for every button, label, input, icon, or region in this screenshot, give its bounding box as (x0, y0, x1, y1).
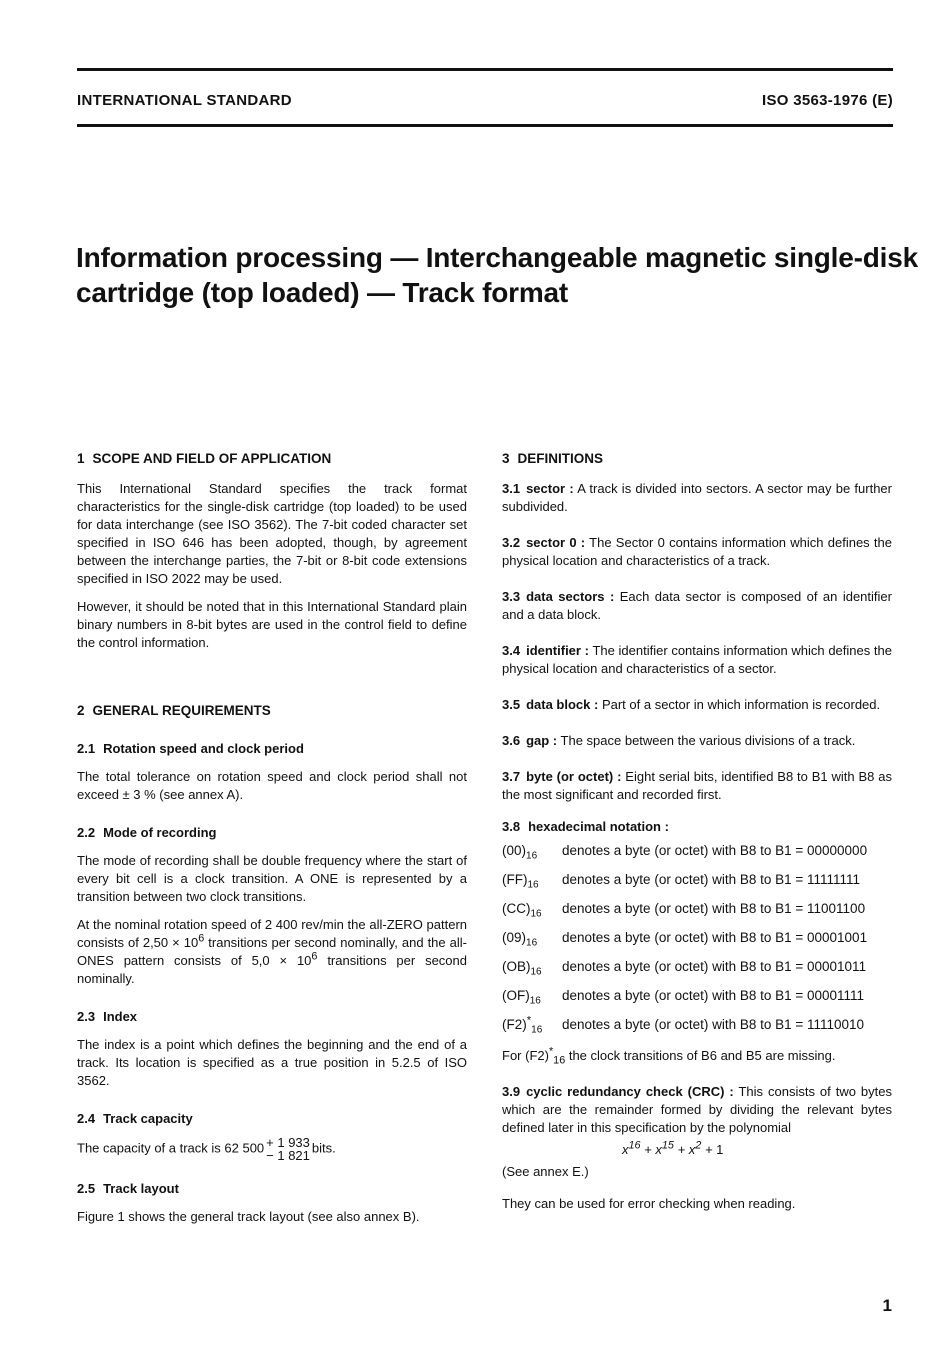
section-1-heading: 1 SCOPE AND FIELD OF APPLICATION (77, 451, 332, 466)
section-2-2-paragraph-1: The mode of recording shall be double frequency where the start of every bit cell is a clock transition. A ONE is represented by a transition between two clock transitions. (77, 853, 467, 904)
hex-row: $(F2)^*_{16}$ denotes a byte (or octet) with B8 to B1 = 11110010 (502, 1014, 865, 1036)
hex-note: For $(F2)^*_{16}$ the clock transitions of B6 and B5 are missing. (502, 1045, 836, 1067)
capacity-tolerance: + 1 933 − 1 821 (266, 1135, 310, 1163)
definition-item: 3.3 data sectors : Each data sector is composed of an identifier and a data block. (502, 589, 892, 622)
hex-row: $(CC)_{16}$ denotes a byte (or octet) with B8 to B1 = 11001100 (502, 901, 866, 920)
standard-label: INTERNATIONAL STANDARD (77, 92, 292, 109)
definitions-list (502, 480, 892, 804)
definition-item: 3.7 byte (or octet) : Eight serial bits, identified B8 to B1 with B8 as the most significant and recorded first. (502, 769, 892, 802)
scope-paragraph-1: This International Standard specifies the track format characteristics for the single-disk cartridge (top loaded) to be used for data interchange (see ISO 3562). The 7-bit coded character set specified in ISO 646 has been adopted, though, by agreement between the interchange parties, the 7-bit or 8-bit code extensions specified in ISO 2022 may be used. (77, 481, 467, 586)
section-2-3-text: The index is a point which defines the beginning and the end of a track. Its location is specified as a true position in 5.2.5 of ISO 3562. (77, 1037, 467, 1088)
definition-item: 3.4 identifier : The identifier contains information which defines the physical location and characteristics of a sector. (502, 643, 892, 676)
top-rule (77, 68, 893, 71)
section-2-5-heading: 2.5 Track layout (77, 1181, 179, 1196)
definition-3-9: 3.9 cyclic redundancy check (CRC) : This consists of two bytes which are the remainder formed by dividing the relevant bytes defined later in this specification by the polynomial (502, 1084, 892, 1135)
section-2-heading: 2 GENERAL REQUIREMENTS (77, 703, 271, 718)
document-number: ISO 3563-1976 (E) (761, 92, 893, 109)
section-3-8-heading: 3.8 hexadecimal notation : (502, 819, 669, 834)
left-column (77, 450, 467, 1226)
hex-row: $(FF)_{16}$ denotes a byte (or octet) with B8 to B1 = 11111111 (502, 872, 861, 891)
hex-row: $(09)_{16}$ denotes a byte (or octet) with B8 to B1 = 00001001 (502, 930, 868, 949)
crc-polynomial: $x^{16} + x^{15} + x^2 + 1$ (622, 1139, 724, 1157)
crc-closing-text: They can be used for error checking when reading. (502, 1196, 796, 1211)
section-2-1-text: The total tolerance on rotation speed and clock period shall not exceed ± 3 % (see annex A). (77, 769, 467, 802)
definition-item: 3.1 sector : A track is divided into sectors. A sector may be further subdivided. (502, 481, 892, 514)
section-2-3-heading: 2.3 Index (77, 1009, 138, 1024)
section-2-2-heading: 2.2 Mode of recording (77, 825, 217, 840)
hex-notation-list (502, 842, 892, 1045)
section-2-2-paragraph-2: At the nominal rotation speed of 2 400 rev/min the all-ZERO pattern consists of $2,50 \times 10^6$ transitions per second nominally, and the all-ONES pattern consists of $5,0 \times 10^6$ transitions per second nominally. (77, 917, 467, 986)
title-line-2: cartridge (top loaded) — Track format (76, 277, 569, 308)
definition-item: 3.2 sector 0 : The Sector 0 contains information which defines the physical location and characteristics of a track. (502, 535, 892, 568)
header-rule (77, 124, 893, 127)
section-2-4-heading: 2.4 Track capacity (77, 1111, 193, 1126)
hex-row: $(00)_{16}$ denotes a byte (or octet) with B8 to B1 = 00000000 (502, 843, 868, 862)
page-number: 1 (882, 1296, 892, 1315)
hex-row: $(OB)_{16}$ denotes a byte (or octet) with B8 to B1 = 00001011 (502, 959, 867, 978)
section-2-1-heading: 2.1 Rotation speed and clock period (77, 741, 304, 756)
scope-paragraph-2: However, it should be noted that in this International Standard plain binary numbers in 8-bit bytes are used in the control field to define the control information. (77, 599, 467, 650)
definition-item: 3.5 data block : Part of a sector in which information is recorded. (502, 697, 881, 712)
section-3-heading: 3 DEFINITIONS (502, 451, 604, 466)
definition-item: 3.6 gap : The space between the various divisions of a track. (502, 733, 856, 748)
title-line-1: Information processing — Interchangeable magnetic single-disk (76, 242, 918, 273)
page-title (76, 240, 926, 310)
section-2-4-text: The capacity of a track is 62 500 + 1 933 − 1 821 bits. (77, 1135, 336, 1163)
section-2-5-text: Figure 1 shows the general track layout (see also annex B). (77, 1209, 420, 1224)
right-column (502, 450, 892, 1213)
hex-row: $(OF)_{16}$ denotes a byte (or octet) with B8 to B1 = 00001111 (502, 988, 865, 1007)
see-annex-e: (See annex E.) (502, 1164, 589, 1179)
